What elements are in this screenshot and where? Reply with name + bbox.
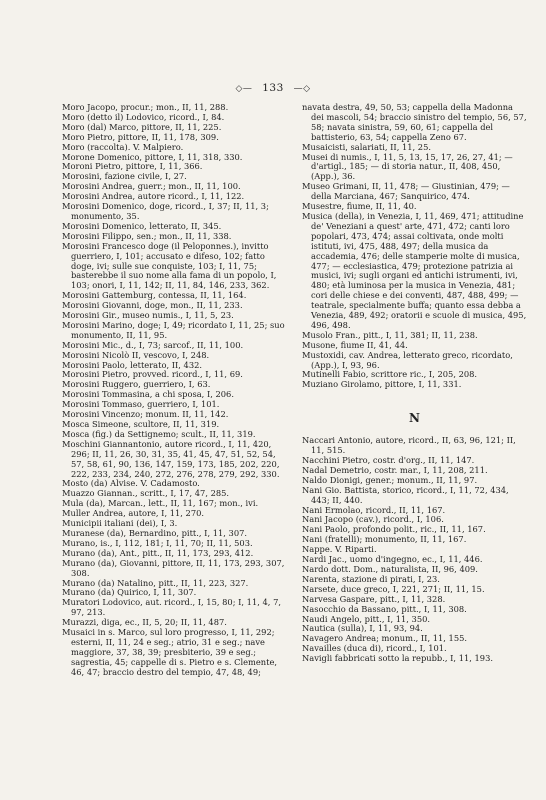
index-entry: Murano (da) Natalino, pitt., II, 11, 223, 327. xyxy=(62,577,249,588)
index-entry: Morosini Pietro, provved. ricord., I, 11, 69. xyxy=(62,369,243,380)
index-entry: Musaici in s. Marco, sul loro progresso, I, 11, 292; esterni, II, 11, 24 e seg.; atrio, 31 e seg.; nave maggiore, 37, 38, 39; presbiterio, 39 e seg.; sagrestia, 45; cappelle di s. Pietro e s. Clemente, 46, 47; braccio destro del tempio, 47, 48, 49; xyxy=(62,627,278,677)
index-entry: Morosini Domenico, doge, ricord., I, 37; II, 11, 3; monumento, 35. xyxy=(62,201,269,221)
page-header xyxy=(0,82,546,94)
left-column xyxy=(62,103,287,678)
index-entry: Morosini Domenico, letterato, II, 345. xyxy=(62,220,222,231)
index-entry: Moro Jacopo, procur.; mon., II, 11, 288. xyxy=(62,102,229,112)
index-entry: Nautica (sulla), I, 11, 93, 94. xyxy=(302,623,423,634)
index-entry: Naccari Antonio, autore, ricord., II, 63, 96, 121; II, 11, 515. xyxy=(302,435,516,456)
right-column-top xyxy=(302,103,527,390)
index-entry: Nappe. V. Riparti. xyxy=(302,544,377,555)
index-entry: Morosini Marino, doge; I, 49; ricordato I, 11, 25; suo monumento, II, 11, 95. xyxy=(62,319,285,340)
page-number: 133 xyxy=(262,82,284,94)
index-entry: Narenta, stazione di pirati, I, 23. xyxy=(302,573,440,584)
index-entry: Nani Gio. Battista, storico, ricord., I, 11, 72, 434, 443; II, 440. xyxy=(302,484,509,505)
index-entry: Morosini Paolo, letterato, II, 432. xyxy=(62,359,203,370)
index-entry: Navailles (duca di), ricord., I, 101. xyxy=(302,643,447,654)
index-entry: Nani Paolo, profondo polit., ric., II, 11, 167. xyxy=(302,524,486,535)
index-entry: Naldo Dionigi, gener.; monum., II, 11, 97. xyxy=(302,474,478,485)
index-entry: Morosini Gattemburg, contessa, II, 11, 164. xyxy=(62,290,247,301)
index-entry: Moschini Giannantonio, autore ricord., I, 11, 420, 296; II, 11, 26, 30, 31, 35, 41, 45, 47, 51, 52, 54, 57, 58, 61, 90, 136, 147, 159, 173, 185, 202, 220, 222, 233, 234, 240, 272, 276, 278, 279, 292, 330. xyxy=(62,438,280,479)
index-entry: Morosini Ruggero, guerriero, I, 63. xyxy=(62,379,211,390)
index-entry: Municipii italiani (dei), I, 3. xyxy=(62,518,178,529)
index-entry: Nani Ermolao, ricord., II, 11, 167. xyxy=(302,504,446,515)
index-entry: Musaicisti, salariati, II, 11, 25. xyxy=(302,141,432,152)
index-entry: Mula (da), Marcan., lett., II, 11, 167; mon., ivi. xyxy=(62,498,259,509)
index-entry: Moroni Pietro, pittore, I, 11, 366. xyxy=(62,161,203,172)
section-letter: N xyxy=(409,411,420,426)
index-entry: Morosini Andrea, guerr.; mon., II, 11, 100. xyxy=(62,181,241,192)
index-entry: Morosini Mic., d., I, 73; sarcof., II, 11, 100. xyxy=(62,339,244,350)
index-entry: Mutinelli Fabio, scrittore ric., I, 205, 208. xyxy=(302,369,478,380)
index-entry: Morosini Francesco doge (il Peloponnes.), invitto guerriero, I, 101; accusato e difeso, 102; fatto doge, ivi; sulle sue conquiste, 103; I, 11, 75; basterebbe il suo nome alla fama di un popolo, I, 103; onori, I, 11, 142; II, 11, 84, 146, 233, 362. xyxy=(62,240,277,291)
index-entry: Morosini Andrea, autore ricord., I, 11, 122. xyxy=(62,191,245,202)
index-entry: Museo Grimani, II, 11, 478; — Giustinian, 479; — della Marciana, 467; Sanquirico, 474. xyxy=(302,181,510,202)
right-column xyxy=(302,103,527,664)
index-entry: Morosini Tommasina, a chi sposa, I, 206. xyxy=(62,389,234,400)
index-entry: Morosini Vincenzo; monum. II, 11, 142. xyxy=(62,409,229,420)
index-entry: Nadal Demetrio, costr. mar., I, 11, 208, 211. xyxy=(302,464,488,475)
index-entry: Murano (da), Ant., pitt., II, 11, 173, 293, 412. xyxy=(62,547,254,558)
index-entry: Morosini Filippo, sen.; mon., II, 11, 338. xyxy=(62,230,232,241)
index-entry: Muranese (da), Bernardino, pitt., I, 11, 307. xyxy=(62,527,248,538)
index-entry: Mosca Simeone, scultore, II, 11, 319. xyxy=(62,419,220,429)
index-entry: Muratori Lodovico, aut. ricord., I, 15, 80; I, 11, 4, 7, 97, 213. xyxy=(62,597,281,618)
index-entry: Musolo Fran., pitt., I, 11, 381; II, 11, 238. xyxy=(302,329,478,340)
index-entry: Nani (fratelli); monumento, II, 11, 167. xyxy=(302,534,467,545)
index-entry: Naudi Angelo, pitt., I, 11, 350. xyxy=(302,613,431,624)
index-entry: Navagero Andrea; monum., II, 11, 155. xyxy=(302,633,468,644)
index-entry: Nardi Jac., uomo d'ingegno, ec., I, 11, 446. xyxy=(302,554,483,565)
index-entry: Mosto (da) Alvise. V. Cadamosto. xyxy=(62,478,200,489)
index-entry: Morosini, fazione civile, I, 27. xyxy=(62,171,187,182)
index-entry: Nardo dott. Dom., naturalista, II, 96, 409. xyxy=(302,563,478,574)
index-entry: Mosca (fig.) da Settignemo; scult., II, 11, 319. xyxy=(62,428,256,439)
index-entry: Moro (dal) Marco, pittore, II, 11, 225. xyxy=(62,121,222,132)
index-entry: Navigli fabbricati sotto la repubb., I, 11, 193. xyxy=(302,653,493,664)
index-entry: Morosini Nicolò II, vescovo, I, 248. xyxy=(62,349,210,360)
index-entry: Narvesa Gaspare, pitt., I, 11, 328. xyxy=(302,593,446,604)
index-entry: Musestre, fiume, II, 11, 40. xyxy=(302,201,417,212)
index-entry: Murano, is., I, 112, 181; I, 11, 70; II, 11, 503. xyxy=(62,537,253,548)
index-entry: Muziano Girolamo, pittore, I, 11, 331. xyxy=(302,379,462,390)
index-entry: Murano (da), Giovanni, pittore, II, 11, 173, 293, 307, 308. xyxy=(62,557,285,578)
index-entry: Nani Jacopo (cav.), ricord., I, 106. xyxy=(302,514,444,525)
index-entry: Nasocchio da Bassano, pitt., I, 11, 308. xyxy=(302,603,467,614)
index-entry: Musei di numis., I, 11, 5, 13, 15, 17, 26, 27, 41; — d'artigl., 185; — di storia natur., II, 408, 450, (App.), 36. xyxy=(302,151,513,182)
index-entry: Narsete, duce greco, I, 221, 271; II, 11, 15. xyxy=(302,583,485,594)
index-entry: Moro (detto il) Lodovico, ricord., I, 84. xyxy=(62,111,225,122)
index-entry: Murazzi, diga, ec., II, 5, 20; II, 11, 487. xyxy=(62,617,227,628)
index-entry: Murano (da) Quirico, I, 11, 307. xyxy=(62,587,197,598)
index-entry: Moro Pietro, pittore, II, 11, 178, 309. xyxy=(62,131,219,142)
index-entry: Mustoxidi, cav. Andrea, letterato greco, ricordato, (App.), I, 93, 96. xyxy=(302,349,513,370)
right-ornament: —◇ xyxy=(293,84,311,94)
index-entry: Muazzo Giannan., scritt., I, 17, 47, 285. xyxy=(62,488,230,499)
index-entry: Morosini Tommaso, guerriero, I, 101. xyxy=(62,399,220,410)
index-entry: Muller Andrea, autore, I, 11, 270. xyxy=(62,508,205,519)
index-entry: Nacchini Pietro, costr. d'org., II, 11, 147. xyxy=(302,455,475,465)
index-entry: Morosini Gir., museo numis., I, 11, 5, 23. xyxy=(62,310,234,321)
index-entry: Morone Domenico, pittore, I, 11, 318, 330. xyxy=(62,151,243,162)
index-entry: Musica (della), in Venezia, I, 11, 469, 471; attitudine de' Veneziani a quest' arte, 471, 472; canti loro popolari, 473, 474; assai coltivata, onde molti istituti, ivi, 475, 488, 497; della musica da accademia, 476; delle stamperie molte di musica, 477; — ecclesiastica, 479; protezione patrizia ai musici, ivi; sugli organi ed antichi istrumenti, ivi, 480; età luminosa per la musica in Venezia, 481; cori delle chiese e dei conventi, 487, 488, 499; — teatrale, specialmente buffa; quanto essa debba a Venezia, 489, 492; oratorii e scuole di musica, 495, 496, 498. xyxy=(302,210,527,330)
index-entry: Morosini Giovanni, doge, mon., II, 11, 233. xyxy=(62,300,243,311)
index-entry: navata destra, 49, 50, 53; cappella della Madonna dei mascoli, 54; braccio sinistro del tempio, 56, 57, 58; navata sinistra, 59, 60, 61; cappella del battisterio, 63, 54; cappella Zeno 67. xyxy=(302,102,527,142)
index-entry: Moro (raccolta). V. Malpiero. xyxy=(62,141,184,152)
index-entry: Musone, fiume II, 41, 44. xyxy=(302,339,408,350)
right-column-bottom xyxy=(302,436,527,664)
left-ornament: ◇— xyxy=(235,84,253,94)
